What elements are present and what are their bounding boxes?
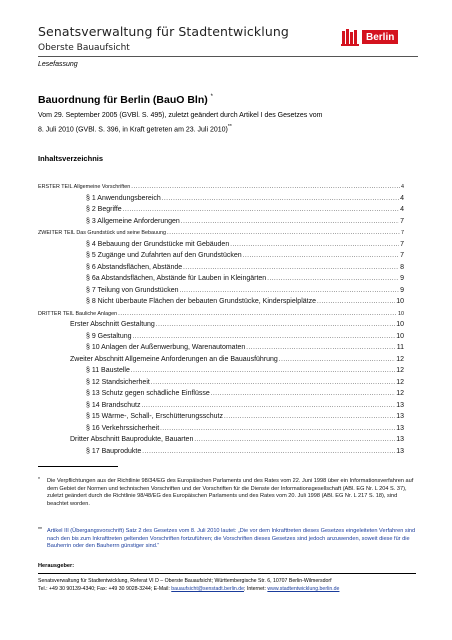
toc-entry-label: § 11 Baustelle	[86, 367, 130, 374]
toc-leader-dots	[180, 288, 400, 294]
toc-entry-page: 7	[401, 230, 404, 236]
toc-entry-label: § 3 Allgemeine Anforderungen	[86, 217, 180, 225]
toc-leader-dots	[133, 334, 396, 340]
toc-leader-dots	[118, 311, 397, 317]
toc-leader-dots	[211, 391, 395, 397]
website-link[interactable]: www.stadtentwicklung.berlin.de	[267, 586, 340, 592]
toc-entry[interactable]	[86, 261, 404, 271]
toc-entry-label: § 12 Standsicherheit	[86, 378, 150, 386]
toc-leader-dots	[123, 207, 399, 213]
toc-entry-label: § 2 Begriffe	[86, 206, 122, 213]
toc-entry-label: § 5 Zugänge und Zufahrten auf den Grundstücken	[86, 252, 242, 259]
toc-entry-page: 13	[396, 413, 404, 420]
toc-entry[interactable]	[38, 307, 404, 317]
toc-leader-dots	[267, 276, 399, 282]
document-title: Bauordnung für Berlin (BauO Bln) *	[38, 94, 214, 106]
footnote-divider	[38, 466, 118, 467]
toc-entry-page: 13	[396, 436, 404, 443]
footnote-1-mark: *	[38, 477, 40, 483]
header-divider	[38, 56, 418, 57]
toc-entry-page: 10	[396, 298, 404, 305]
toc-entry-page: 9	[400, 275, 404, 282]
footnote-1-text: Die Verpflichtungen aus der Richtlinie 98/34/EG des Europäischen Parlaments und des Rates vom 22. Juni 1998 über ein Informationsverfahren auf dem Gebiet der Normen und technischen Vorschriften und der Vorschriften für die Dienste der Informationsgesellschaft (ABl. EG Nr. L 204 S. 37), zuletzt geändert durch die Richtlinie 98/48/EG des Europäischen Parlaments und des Rates vom 20. Juli 1998 (ABl. EG Nr. L 217 S. 18), sind beachtet worden.	[47, 478, 414, 507]
toc-entry[interactable]	[70, 433, 404, 443]
toc-entry-label: Zweiter Abschnitt Allgemeine Anforderungen an die Bauausführung	[70, 355, 278, 363]
toc-entry[interactable]	[86, 249, 404, 259]
toc-heading: Inhaltsverzeichnis	[38, 154, 104, 163]
toc-entry-label: § 6a Abstandsflächen, Abstände für Lauben in Kleingärten	[86, 275, 267, 282]
toc-entry-label: Erster Abschnitt Gestaltung	[70, 321, 155, 328]
toc-entry[interactable]	[70, 318, 404, 328]
toc-entry-page: 7	[400, 252, 404, 259]
toc-entry-label: ERSTER TEIL Allgemeine Vorschriften	[38, 184, 131, 190]
toc-entry[interactable]	[86, 445, 404, 455]
toc-entry[interactable]	[86, 376, 404, 386]
toc-entry-page: 9	[400, 286, 404, 294]
toc-entry[interactable]	[86, 284, 404, 294]
toc-entry[interactable]	[38, 180, 404, 190]
address-line: Senatsverwaltung für Stadtentwicklung, Referat VI D – Oberste Bauaufsicht; Württembergische Str. 6, 10707 Berlin-Wilmersdorf	[38, 578, 332, 584]
toc-entry-page: 13	[396, 401, 404, 409]
toc-entry[interactable]	[86, 295, 404, 305]
toc-entry-page: 13	[396, 447, 404, 455]
footer-divider	[38, 573, 416, 574]
toc-entry-label: Dritter Abschnitt Bauprodukte, Bauarten	[70, 436, 194, 443]
toc-entry-label: § 17 Bauprodukte	[86, 447, 142, 455]
footnote-2-mark: **	[38, 527, 42, 533]
toc-entry[interactable]	[86, 192, 404, 202]
toc-entry-page: 12	[396, 355, 404, 363]
toc-entry-page: 8	[400, 263, 404, 271]
toc-entry[interactable]	[70, 353, 404, 363]
toc-leader-dots	[183, 265, 399, 271]
toc-leader-dots	[246, 345, 395, 351]
contact-line: Tel.: +49 30 90139-4340; Fax: +49 30 9028-3244; E-Mail: bauaufsicht@senstadt.berlin.de; Internet: www.stadtentwicklung.berlin.de	[38, 586, 340, 592]
toc-leader-dots	[167, 230, 400, 236]
footnote-1	[38, 478, 416, 508]
toc-entry-page: 10	[398, 310, 404, 317]
toc-entry[interactable]	[86, 272, 404, 282]
toc-leader-dots	[230, 242, 399, 248]
toc-entry-page: 10	[396, 332, 404, 340]
toc-entry[interactable]	[38, 226, 404, 236]
toc-entry-page: 7	[400, 240, 404, 248]
toc-entry-label: § 13 Schutz gegen schädliche Einflüsse	[86, 390, 210, 397]
toc-entry-label: § 6 Abstandsflächen, Abstände	[86, 263, 183, 271]
toc-entry-page: 11	[396, 344, 404, 351]
berlin-logo	[340, 28, 420, 50]
toc-entry[interactable]	[86, 238, 404, 248]
toc-leader-dots	[131, 368, 395, 374]
toc-leader-dots	[317, 299, 395, 305]
toc-entry-page: 4	[400, 206, 404, 213]
toc-leader-dots	[181, 219, 399, 225]
toc-entry-page: 12	[396, 378, 404, 386]
toc-entry-page: 13	[396, 424, 404, 432]
footnote-2-text: Artikel III (Übergangsvorschrift) Satz 2 des Gesetzes vom 8. Juli 2010 lautet: „Die vor dem Inkrafttreten dieses Gesetzes eingeleiteten Verfahren sind nach den bis zum Inkrafttreten geltenden Vorschriften fortzuführen; die Vorschriften dieses Gesetzes sind jedoch anzuwenden, soweit diese für die Bauherrin oder den Bauherrn günstiger sind.“	[47, 528, 416, 550]
footnote-2	[38, 528, 416, 551]
toc-leader-dots	[243, 253, 399, 259]
toc-entry-page: 4	[400, 194, 404, 202]
toc-entry-label: DRITTER TEIL Bauliche Anlagen	[38, 310, 118, 317]
department-name: Oberste Bauaufsicht	[38, 43, 130, 53]
organization-name: Senatsverwaltung für Stadtentwicklung	[38, 24, 289, 39]
email-link[interactable]: bauaufsicht@senstadt.berlin.de	[171, 586, 244, 592]
intro-line-1: Vom 29. September 2005 (GVBl. S. 495), zuletzt geändert durch Artikel I des Gesetzes vom	[38, 112, 323, 119]
toc-entry-label: § 7 Teilung von Grundstücken	[86, 286, 179, 294]
publisher-heading: Herausgeber:	[38, 563, 75, 569]
toc-entry[interactable]	[86, 330, 404, 340]
toc-entry[interactable]	[86, 399, 404, 409]
toc-leader-dots	[194, 437, 395, 443]
toc-leader-dots	[279, 357, 395, 363]
toc-entry-label: § 14 Brandschutz	[86, 401, 141, 409]
toc-entry[interactable]	[86, 341, 404, 351]
toc-leader-dots	[141, 403, 395, 409]
document-subtitle: Lesefassung	[38, 61, 78, 68]
berlin-bear-icon	[340, 28, 362, 48]
toc-entry-label: § 10 Anlagen der Außenwerbung, Warenautomaten	[86, 344, 246, 351]
toc-leader-dots	[162, 196, 399, 202]
toc-entry[interactable]	[86, 422, 404, 432]
toc-entry-label: ZWEITER TEIL Das Grundstück und seine Bebauung	[38, 230, 166, 236]
toc-leader-dots	[142, 449, 395, 455]
toc-entry-label: § 4 Bebauung der Grundstücke mit Gebäuden	[86, 240, 230, 248]
berlin-wordmark: Berlin	[362, 30, 398, 44]
toc-leader-dots	[224, 414, 395, 420]
document-intro	[38, 111, 418, 135]
intro-footnote-mark: **	[227, 123, 232, 130]
toc-entry[interactable]	[86, 203, 404, 213]
toc-entry-label: § 16 Verkehrssicherheit	[86, 424, 160, 432]
toc-entry-page: 12	[396, 390, 404, 397]
toc-entry-label: § 9 Gestaltung	[86, 332, 132, 340]
title-footnote-mark: *	[210, 94, 214, 100]
toc-entry[interactable]	[86, 215, 404, 225]
toc-entry-page: 4	[401, 184, 404, 190]
toc-leader-dots	[156, 322, 395, 328]
toc-entry-label: § 8 Nicht überbaute Flächen der bebauten Grundstücke, Kinderspielplätze	[86, 298, 316, 305]
toc-leader-dots	[131, 184, 400, 190]
toc-entry-page: 10	[396, 321, 404, 328]
toc-leader-dots	[151, 380, 395, 386]
intro-line-2: 8. Juli 2010 (GVBl. S. 396, in Kraft getreten am 23. Juli 2010)**	[38, 123, 232, 133]
toc-entry-page: 7	[400, 217, 404, 225]
toc-entry-page: 12	[396, 367, 404, 374]
publisher-address	[38, 577, 418, 593]
toc-entry-label: § 1 Anwendungsbereich	[86, 194, 161, 202]
toc-entry[interactable]	[86, 410, 404, 420]
toc-entry-label: § 15 Wärme-, Schall-, Erschütterungsschutz	[86, 413, 223, 420]
toc-entry[interactable]	[86, 364, 404, 374]
toc-leader-dots	[160, 426, 395, 432]
toc-entry[interactable]	[86, 387, 404, 397]
